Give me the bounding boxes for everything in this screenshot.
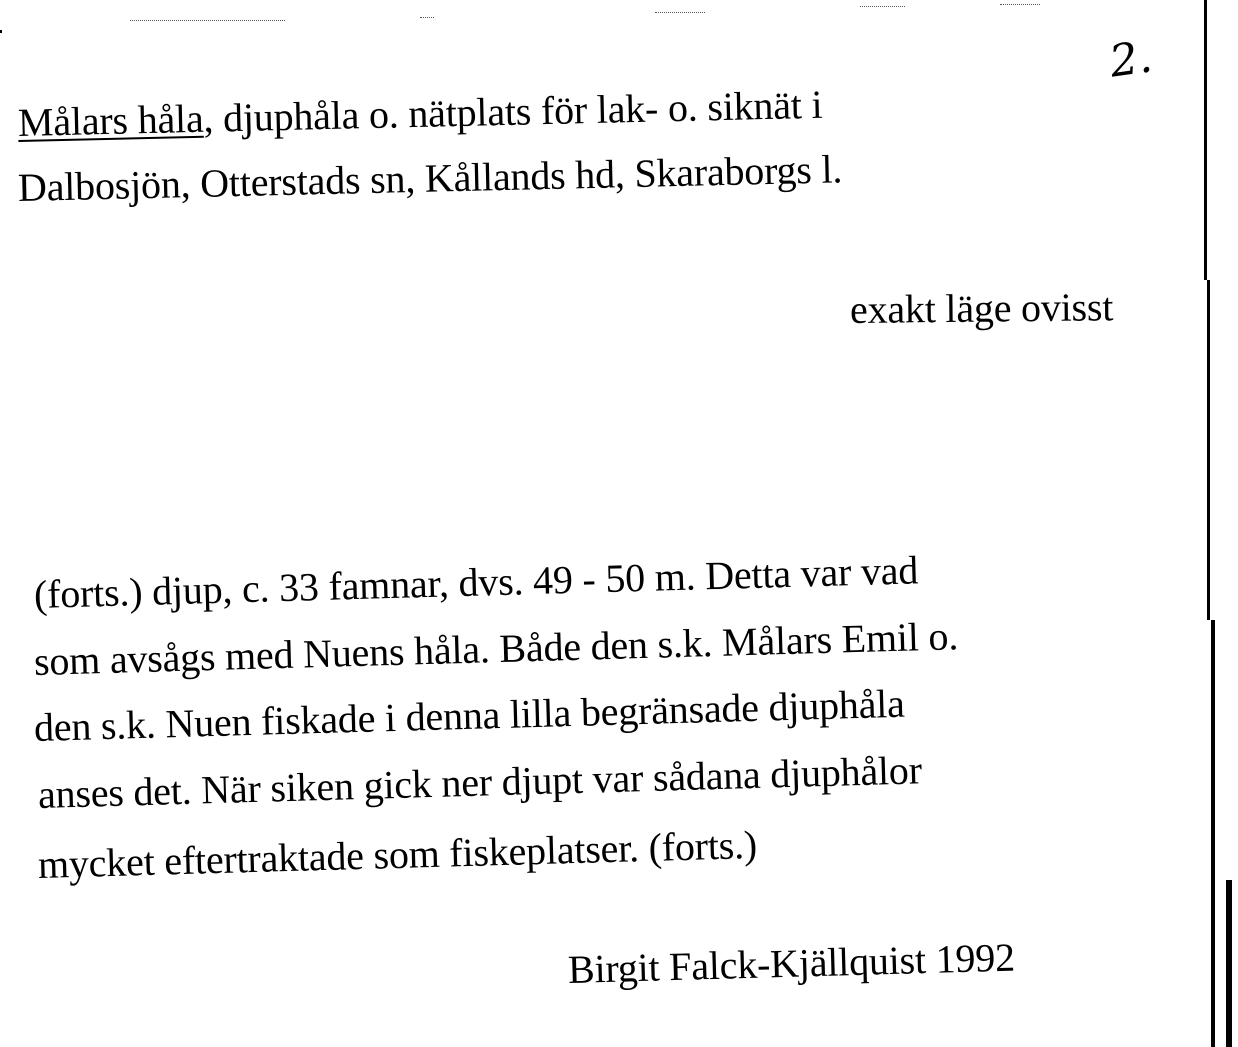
location-note: exakt läge ovisst bbox=[849, 284, 1114, 332]
card-right-edge bbox=[1226, 880, 1232, 1047]
scan-artifact bbox=[130, 20, 285, 22]
card-right-edge bbox=[1207, 280, 1210, 620]
headword: Målars håla bbox=[17, 95, 204, 145]
scan-artifact bbox=[420, 17, 434, 19]
body-line: anses det. När siken gick ner djupt var sådana djuphålor bbox=[37, 747, 923, 817]
body-line: den s.k. Nuen fiskade i denna lilla begränsade djuphåla bbox=[33, 680, 906, 750]
body-line: (forts.) djup, c. 33 famnar, dvs. 49 - 50 m. Detta var vad bbox=[33, 547, 919, 617]
scan-artifact bbox=[860, 6, 905, 8]
body-line: som avsågs med Nuens håla. Både den s.k. Målars Emil o. bbox=[33, 613, 959, 684]
card-right-edge bbox=[1204, 0, 1207, 280]
entry-line-2: Dalbosjön, Otterstads sn, Kållands hd, Skaraborgs l. bbox=[17, 146, 843, 210]
card-right-edge bbox=[1211, 620, 1215, 1047]
handwritten-page-number: 2. bbox=[1106, 31, 1156, 88]
body-line: mycket eftertraktade som fiskeplatser. (forts.) bbox=[37, 821, 758, 887]
scan-artifact bbox=[0, 30, 2, 33]
entry-line-1 bbox=[17, 81, 823, 145]
signature: Birgit Falck-Kjällquist 1992 bbox=[567, 934, 1016, 992]
scan-artifact bbox=[655, 12, 705, 14]
entry-definition: , djuphåla o. nätplats för lak- o. siknät i bbox=[202, 81, 823, 141]
scan-artifact bbox=[1000, 4, 1040, 6]
